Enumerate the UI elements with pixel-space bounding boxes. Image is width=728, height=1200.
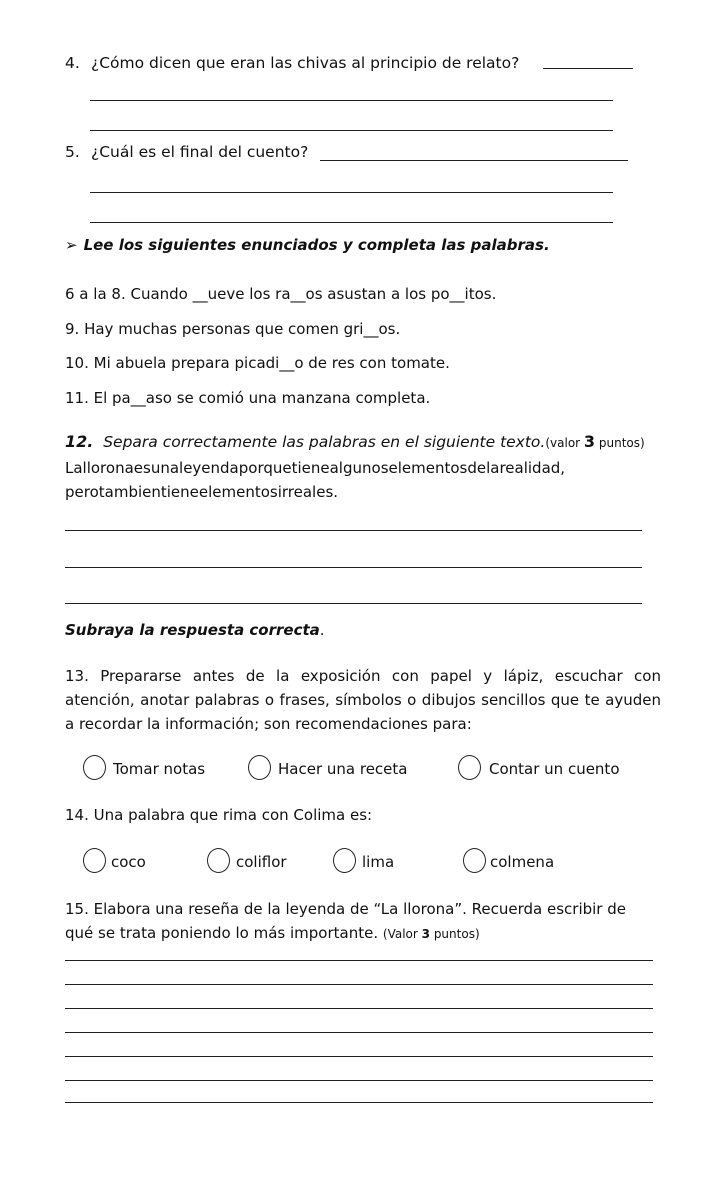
question-15-line-1: 15. Elabora una reseña de la leyenda de “La llorona”. Recuerda escribir de [65, 900, 626, 918]
answer-line[interactable] [65, 603, 642, 604]
item-11: 11. El pa__aso se comió una manzana completa. [65, 389, 431, 407]
answer-line[interactable] [65, 960, 653, 961]
question-number: 5. [65, 143, 80, 161]
answer-line[interactable] [65, 567, 642, 568]
question-5 [65, 143, 308, 161]
option-coco[interactable]: coco [111, 853, 146, 871]
option-radio-circle[interactable] [83, 848, 106, 873]
option-colmena[interactable]: colmena [490, 853, 555, 871]
question-number: 12. [65, 432, 94, 451]
question-text: ¿Cuál es el final del cuento? [91, 143, 309, 161]
option-radio-circle[interactable] [333, 848, 356, 873]
answer-line[interactable] [90, 192, 613, 193]
option-radio-circle[interactable] [458, 755, 481, 780]
answer-line[interactable] [65, 1008, 653, 1009]
option-hacer-receta[interactable]: Hacer una receta [278, 760, 408, 778]
joined-text-line-1: Lalloronaesunaleyendaporquetienealgunoselementosdelarealidad, [65, 459, 566, 477]
instruction-text: Lee los siguientes enunciados y completa las palabras. [83, 236, 550, 254]
item-10: 10. Mi abuela prepara picadi__o de res con tomate. [65, 354, 450, 372]
points-value: (Valor 3 puntos) [382, 927, 480, 941]
question-14-text: 14. Una palabra que rima con Colima es: [65, 806, 373, 824]
option-radio-circle[interactable] [463, 848, 486, 873]
answer-line[interactable] [65, 530, 642, 531]
option-radio-circle[interactable] [248, 755, 271, 780]
option-contar-cuento[interactable]: Contar un cuento [489, 760, 620, 778]
item-9: 9. Hay muchas personas que comen gri__os. [65, 320, 401, 338]
question-13-text: 13. Prepararse antes de la exposición con papel y lápiz, escuchar con atención, anotar palabras o frases, símbolos o dibujos sencillos que te ayuden a recordar la información; son recomendaciones para: [65, 667, 661, 733]
option-lima[interactable]: lima [362, 853, 395, 871]
question-text: Separa correctamente las palabras en el siguiente texto. [103, 433, 546, 451]
points-value: (valor 3 puntos) [545, 432, 645, 451]
answer-line[interactable] [65, 1056, 653, 1057]
option-coliflor[interactable]: coliflor [236, 853, 287, 871]
answer-line[interactable] [90, 130, 613, 131]
answer-line[interactable] [543, 68, 633, 69]
instruction-underline: Subraya la respuesta correcta. [65, 621, 325, 639]
answer-line[interactable] [65, 1032, 653, 1033]
question-number: 4. [65, 54, 80, 72]
question-4 [65, 54, 519, 72]
question-12-title [65, 432, 645, 451]
answer-line[interactable] [65, 1080, 653, 1081]
answer-line[interactable] [65, 984, 653, 985]
item-6-8: 6 a la 8. Cuando __ueve los ra__os asustan a los po__itos. [65, 285, 497, 303]
arrow-bullet-icon: ➢ [65, 236, 78, 254]
joined-text-line-2: perotambientieneelementosirreales. [65, 483, 339, 501]
option-radio-circle[interactable] [83, 755, 106, 780]
answer-line[interactable] [65, 1102, 653, 1103]
question-15-line-2: qué se trata poniendo lo más importante. (Valor 3 puntos) [65, 924, 480, 942]
instruction-complete-words [65, 236, 550, 254]
question-text: ¿Cómo dicen que eran las chivas al principio de relato? [91, 54, 520, 72]
answer-line[interactable] [320, 160, 628, 161]
option-tomar-notas[interactable]: Tomar notas [113, 760, 206, 778]
answer-line[interactable] [90, 222, 613, 223]
answer-line[interactable] [90, 100, 613, 101]
instruction-text: Subraya la respuesta correcta [65, 621, 320, 639]
option-radio-circle[interactable] [207, 848, 230, 873]
